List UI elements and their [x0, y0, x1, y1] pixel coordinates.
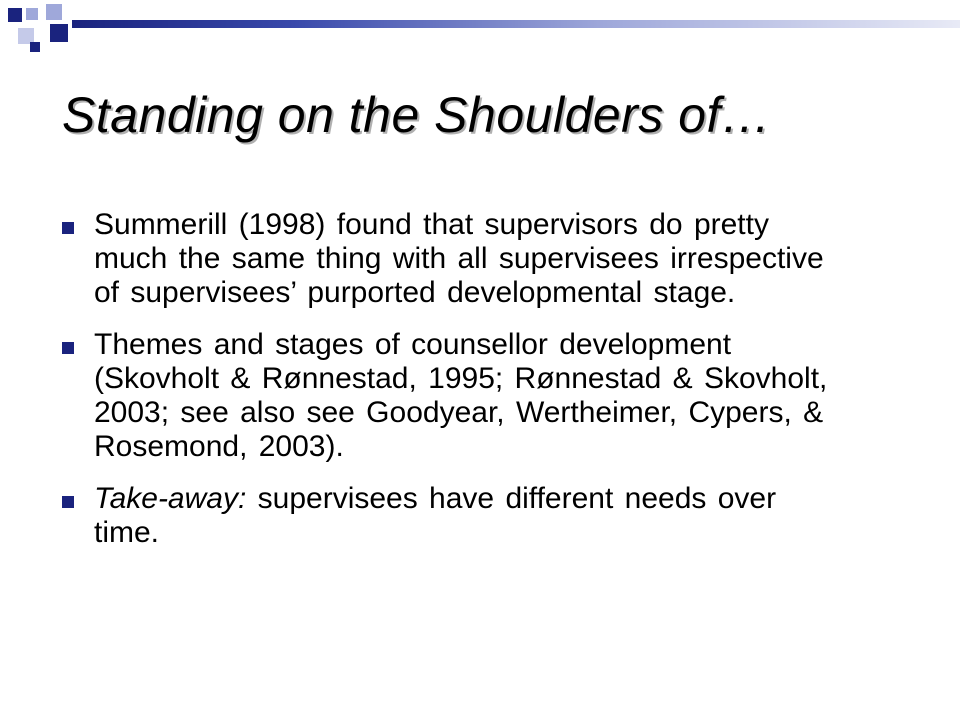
bullet-text: Summerill (1998) found that supervisors do pretty much the same thing with all supervisees irrespective of supervisees’ purported developmental stage. [94, 208, 824, 309]
slide-title: Standing on the Shoulders of… [62, 87, 772, 143]
corner-square-decoration [26, 8, 38, 20]
square-bullet-icon [62, 496, 74, 508]
square-bullet-icon [62, 342, 74, 354]
bullet-text: supervisees have different needs over time. [94, 482, 777, 549]
corner-square-decoration [50, 24, 68, 42]
bullet-item [62, 482, 852, 550]
bullet-text: Themes and stages of counsellor development (Skovholt & Rønnestad, 1995; Rønnestad & Skovholt, 2003; see also see Goodyear, Wertheimer, Cypers, & Rosemond, 2003). [94, 328, 828, 463]
header-gradient-bar [72, 20, 960, 28]
bullet-italic-prefix: Take-away: [94, 482, 247, 515]
square-bullet-icon [62, 222, 74, 234]
corner-square-decoration [8, 8, 22, 22]
bullet-item [62, 208, 852, 310]
corner-square-decoration [30, 42, 40, 52]
corner-square-decoration [46, 4, 62, 20]
bullet-item [62, 328, 852, 464]
bullet-list [62, 208, 852, 568]
